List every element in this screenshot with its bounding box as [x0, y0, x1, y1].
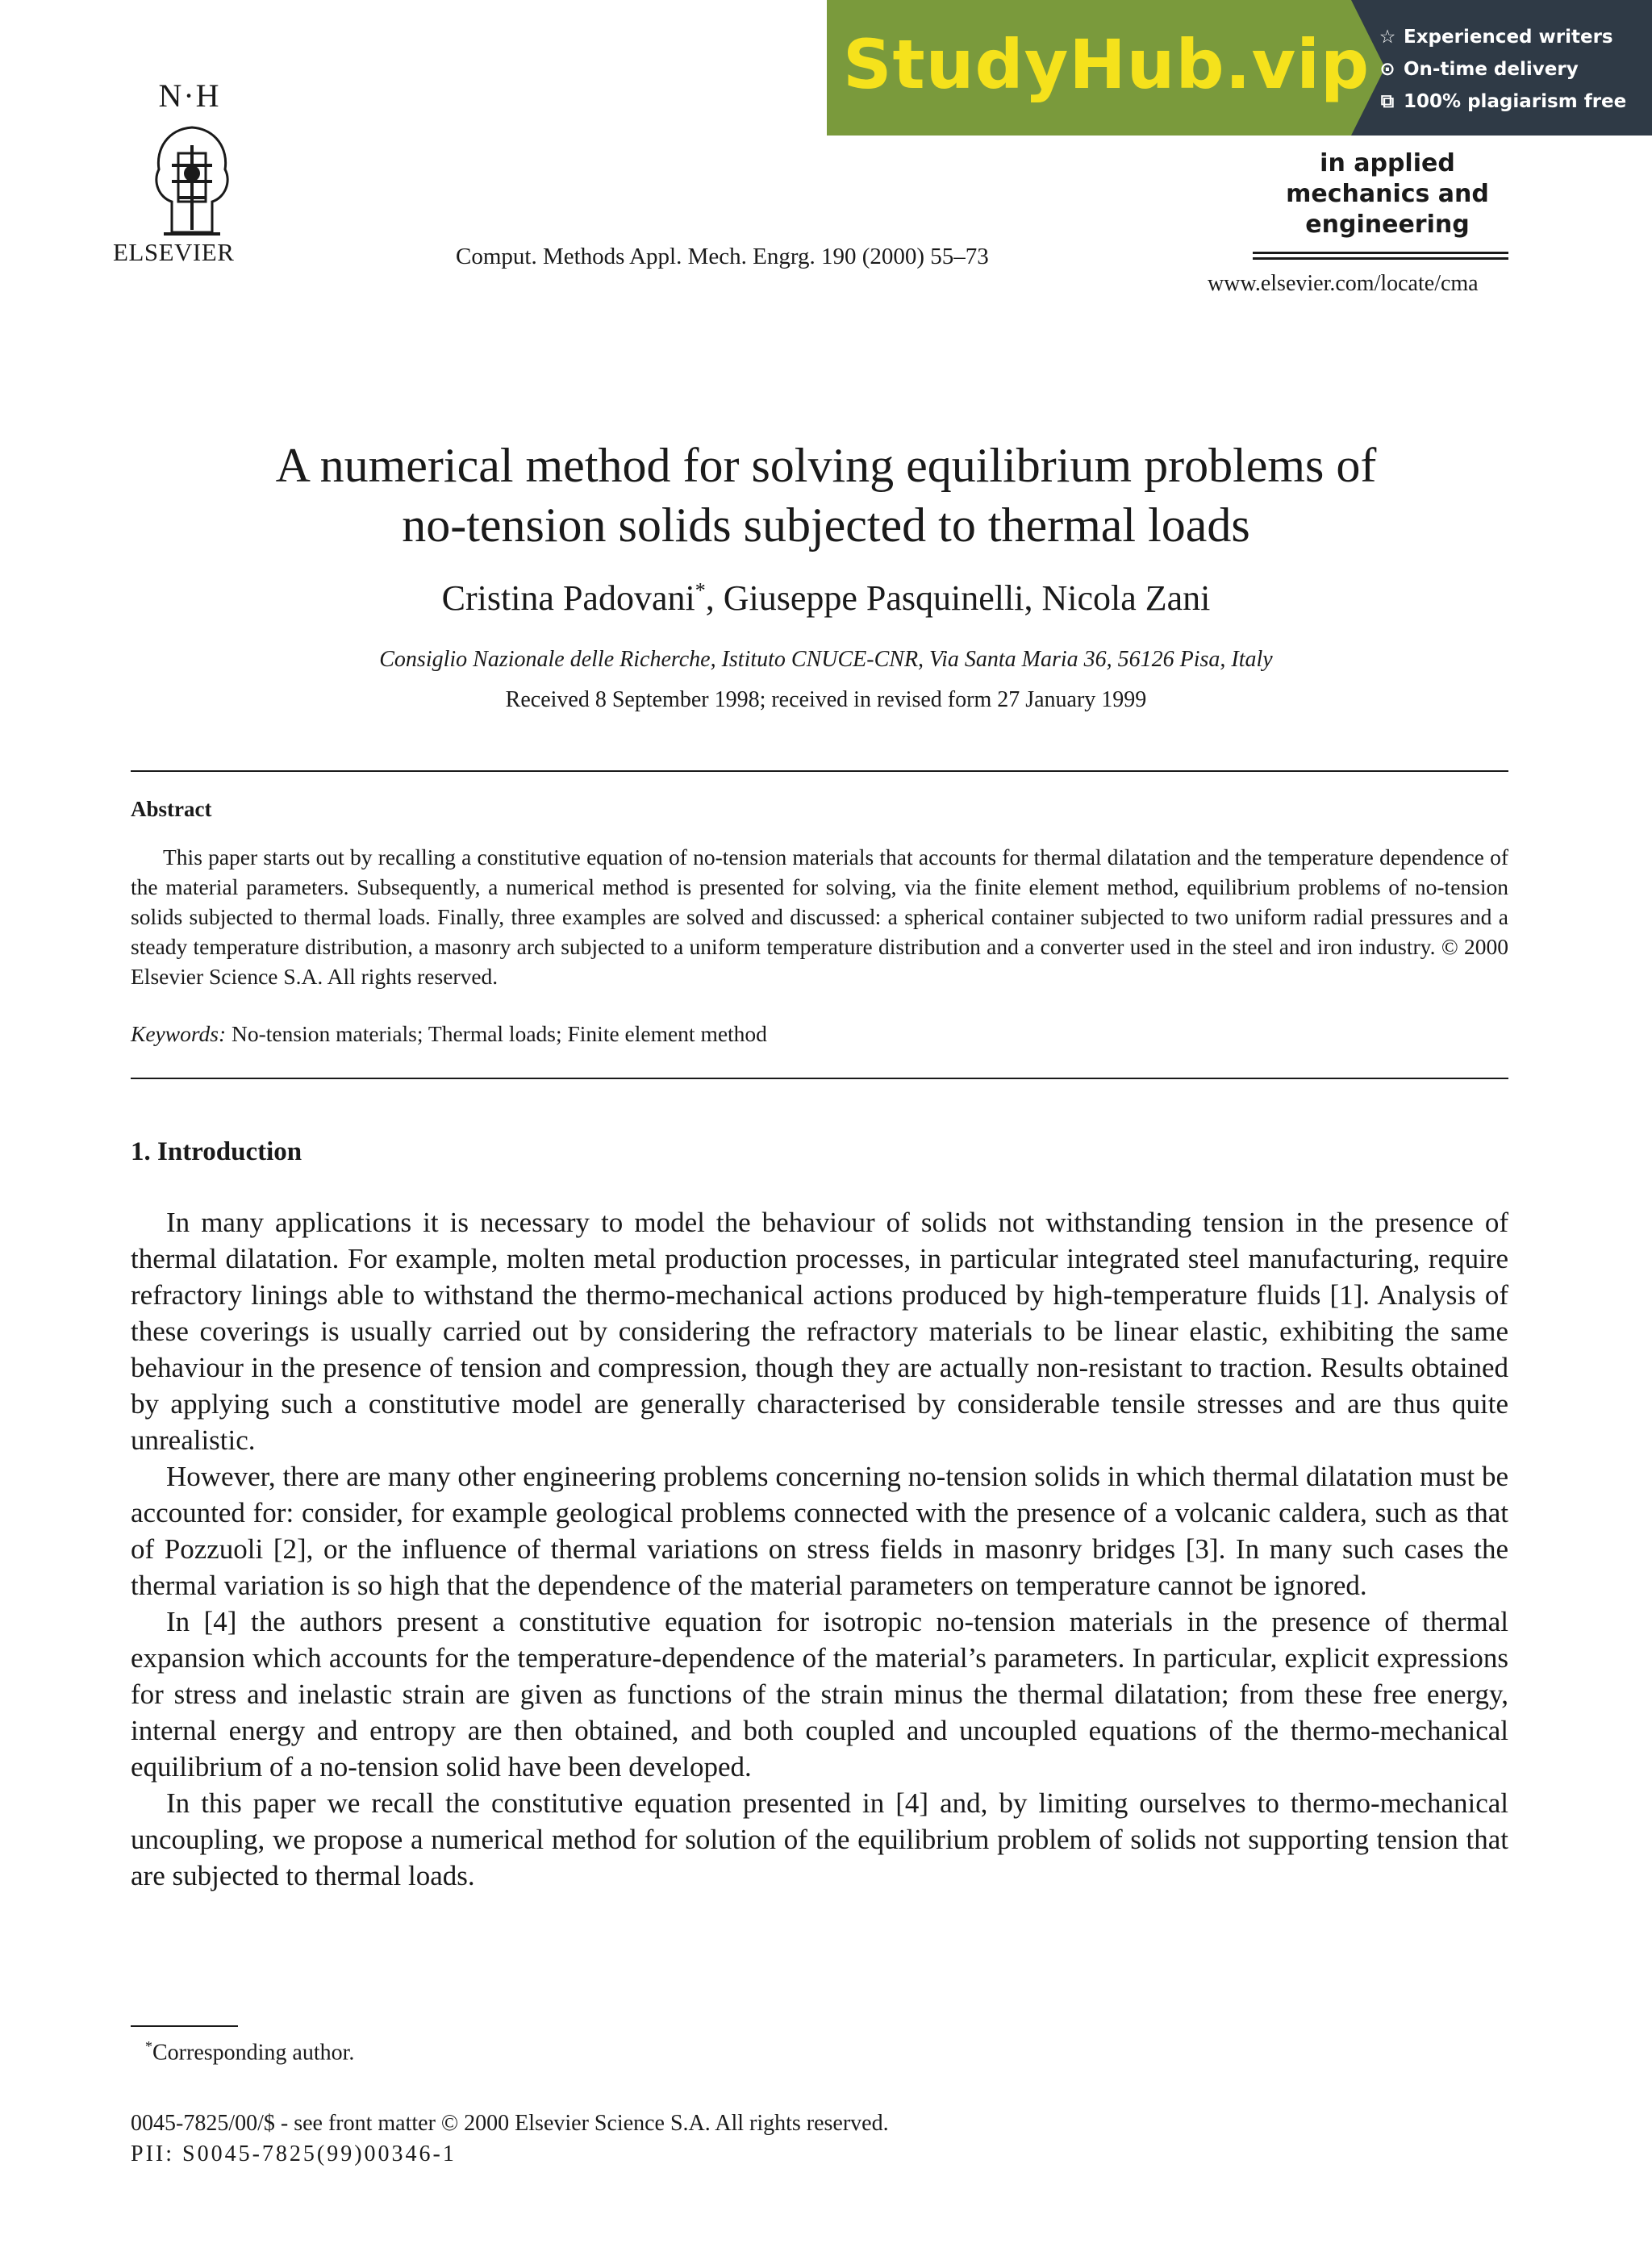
publisher-name: ELSEVIER: [113, 238, 235, 266]
star-icon: ☆: [1379, 27, 1396, 48]
abstract-heading: Abstract: [131, 797, 212, 821]
promo-feature-label: On-time delivery: [1404, 59, 1579, 80]
received-dates: Received 8 September 1998; received in revised form 27 January 1999: [505, 687, 1147, 712]
body-paragraph: However, there are many other engineering problems concerning no-tension solids in which thermal dilatation must be accounted for: consider, for example geological problems connected with the presence of a volcanic caldera, such as that of Pozzuoli [2], or the influence of thermal variations on stress fields in masonry bridges [3]. In many such cases the thermal variation is so high that the dependence of the material parameters on temperature cannot be ignored.: [131, 1461, 1508, 1601]
footnote-mark: *: [145, 2038, 152, 2054]
paper-title: [97, 436, 1555, 555]
journal-name: [1226, 148, 1549, 240]
body-paragraph: In many applications it is necessary to model the behaviour of solids not withstanding tension in the presence of thermal dilatation. For example, molten metal production processes, in particular integrated steel manufacturing, require refractory linings able to withstand the thermo-mechanical actions produced by high-temperature fluids [1]. Analysis of these coverings is usually carried out by considering the refractory materials to be linear elastic, exhibiting the same behaviour in the presence of tension and compression, though they are actually non-resistant to traction. Results obtained by applying such a constitutive model are generally characterised by considerable tensile stresses and are thus quite unrealistic.: [131, 1207, 1508, 1456]
title-line: A numerical method for solving equilibrium problems of: [275, 439, 1377, 492]
corresponding-author-mark[interactable]: *: [695, 578, 706, 603]
publisher-mark: N·H: [158, 77, 221, 114]
journal-url[interactable]: www.elsevier.com/locate/cma: [1208, 271, 1479, 296]
keywords-list: No-tension materials; Thermal loads; Finite element method: [226, 1021, 767, 1046]
promo-feature-item: [1378, 53, 1626, 85]
author-list: [97, 578, 1555, 619]
affiliation: Consiglio Nazionale delle Richerche, Istituto CNUCE-CNR, Via Santa Maria 36, 56126 Pisa, Italy: [379, 647, 1273, 672]
section-heading: 1. Introduction: [131, 1137, 302, 1166]
footnote-text: Corresponding author.: [152, 2040, 355, 2066]
copyright-line: 0045-7825/00/$ - see front matter © 2000 Elsevier Science S.A. All rights reserved.: [131, 2111, 889, 2136]
abstract-bottom-rule: [131, 1078, 1508, 1079]
keywords-label: Keywords:: [131, 1021, 227, 1046]
section-body: [131, 1204, 1508, 1894]
copy-icon: ⧉: [1380, 91, 1395, 112]
abstract-top-rule: [131, 770, 1508, 772]
promo-feature-list: [1378, 21, 1626, 118]
author-name: Cristina Padovani: [441, 578, 695, 618]
author-names-rest: , Giuseppe Pasquinelli, Nicola Zani: [705, 578, 1211, 618]
journal-name-line: engineering: [1305, 211, 1470, 239]
promo-feature-label: Experienced writers: [1404, 27, 1613, 48]
body-paragraph: In [4] the authors present a constitutive equation for isotropic no-tension materials in the presence of thermal expansion which accounts for the temperature-dependence of the material’s parameters. In particular, explicit expressions for stress and inelastic strain are given as functions of the strain minus the thermal dilatation; from these free energy, internal energy and entropy are then obtained, and both coupled and uncoupled equations of the thermo-mechanical equilibrium of a no-tension solid have been developed.: [131, 1606, 1508, 1783]
body-paragraph: In this paper we recall the constitutive equation presented in [4] and, by limiting ourselves to thermo-mechanical uncoupling, we propose a numerical method for solution of the equilibrium problem of solids not supporting tension that are subjected to thermal loads.: [131, 1787, 1508, 1891]
keywords: [131, 1021, 767, 1047]
journal-name-line: mechanics and: [1286, 180, 1489, 208]
abstract-text: This paper starts out by recalling a constitutive equation of no-tension materials that accounts for thermal dilatation and the temperature dependence of the material parameters. Subsequently, a numerical method is presented for solving, via the finite element method, equilibrium problems of no-tension solids subjected to thermal loads. Finally, three examples are solved and discussed: a spherical container subjected to two uniform radial pressures and a steady temperature distribution, a masonry arch subjected to a uniform temperature distribution and a converter used in the steel and iron industry. © 2000 Elsevier Science S.A. All rights reserved.: [131, 844, 1508, 989]
promo-banner-title[interactable]: StudyHub.vip: [843, 25, 1370, 104]
promo-feature-item: [1378, 85, 1626, 118]
pii-line: PII: S0045-7825(99)00346-1: [131, 2141, 457, 2166]
title-line: no-tension solids subjected to thermal loads: [402, 498, 1250, 552]
footnote-rule: [131, 2025, 238, 2027]
journal-citation: Comput. Methods Appl. Mech. Engrg. 190 (2000) 55–73: [456, 244, 989, 269]
elsevier-tree-logo-icon: [148, 121, 236, 242]
clock-icon: ⊙: [1379, 59, 1395, 80]
journal-name-line: in applied: [1320, 149, 1455, 177]
promo-feature-item: [1378, 21, 1626, 53]
promo-feature-label: 100% plagiarism free: [1404, 91, 1627, 112]
footnote: [145, 2038, 354, 2066]
journal-double-rule: [1253, 252, 1508, 263]
